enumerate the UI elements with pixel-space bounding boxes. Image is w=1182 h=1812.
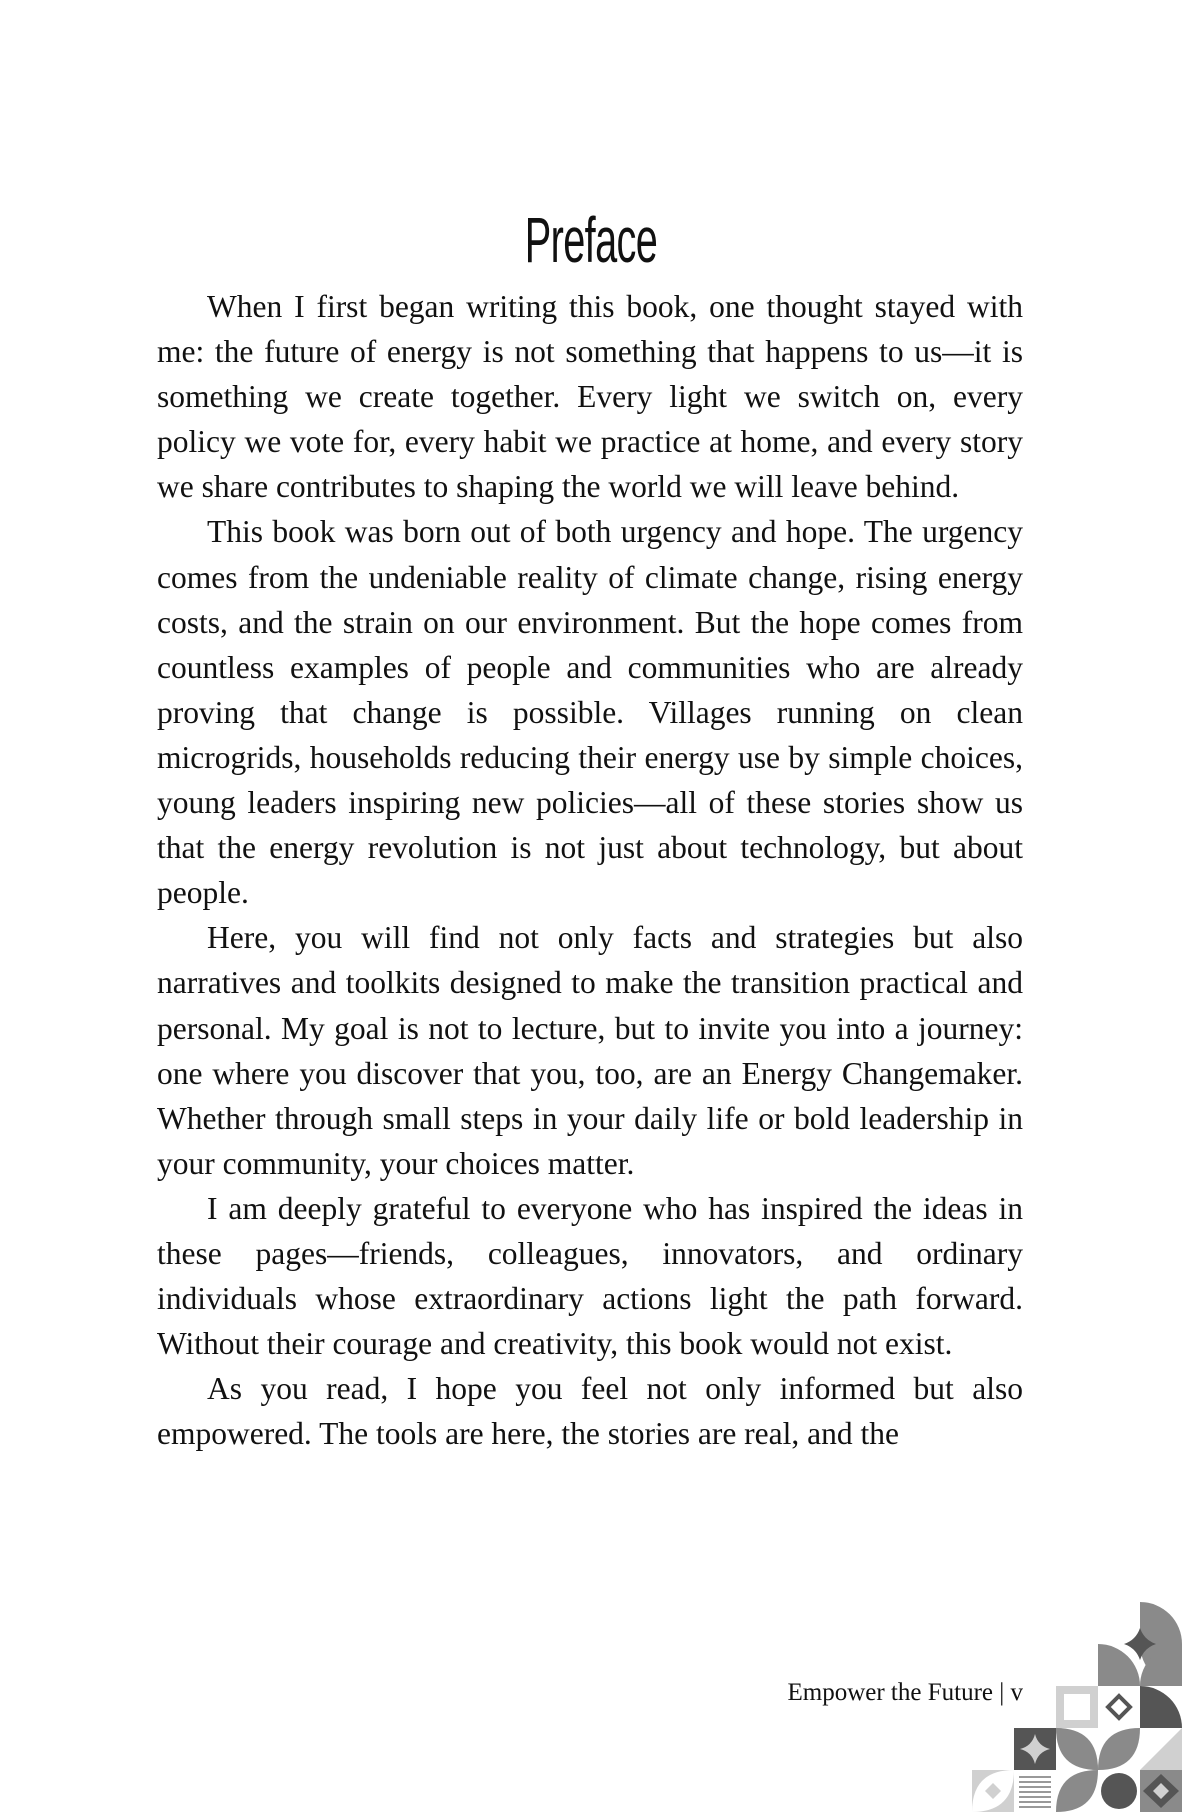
paragraph-4: I am deeply grateful to everyone who has inspired the ideas in these pages—friends, colleagues, innovators, and ordinary individuals whose extraordinary actions light the path forward. Without their courage and creativity, this book would not exist. <box>157 1190 1023 1362</box>
page-title: Preface <box>524 203 658 276</box>
page-footer: Empower the Future | v <box>787 1679 1023 1706</box>
preface-body <box>157 284 1023 1456</box>
paragraph-3: Here, you will find not only facts and strategies but also narratives and toolkits designed to make the transition practical and personal. My goal is not to lecture, but to invite you into a journey: one where you discover that you, too, are an Energy Changemaker. Whether through small steps in your daily life or bold leadership in your community, your choices matter. <box>157 920 1023 1181</box>
paragraph-1: When I first began writing this book, one thought stayed with me: the future of energy is not something that happens to us—it is something we create together. Every light we switch on, every policy we vote for, every habit we practice at home, and every story we share contributes to shaping the world we will leave behind. <box>157 289 1023 505</box>
paragraph-5: As you read, I hope you feel not only informed but also empowered. The tools are here, the stories are real, and the <box>157 1371 1023 1452</box>
geometric-pattern-icon <box>950 1580 1182 1812</box>
paragraph-2: This book was born out of both urgency and hope. The urgency comes from the undeniable reality of climate change, rising energy costs, and the strain on our environment. But the hope comes from countless examples of people and communities who are already proving that change is possible. Villages running on clean microgrids, households reducing their energy use by simple choices, young leaders inspiring new policies—all of these stories show us that the energy revolution is not just about technology, but about people. <box>157 514 1023 911</box>
